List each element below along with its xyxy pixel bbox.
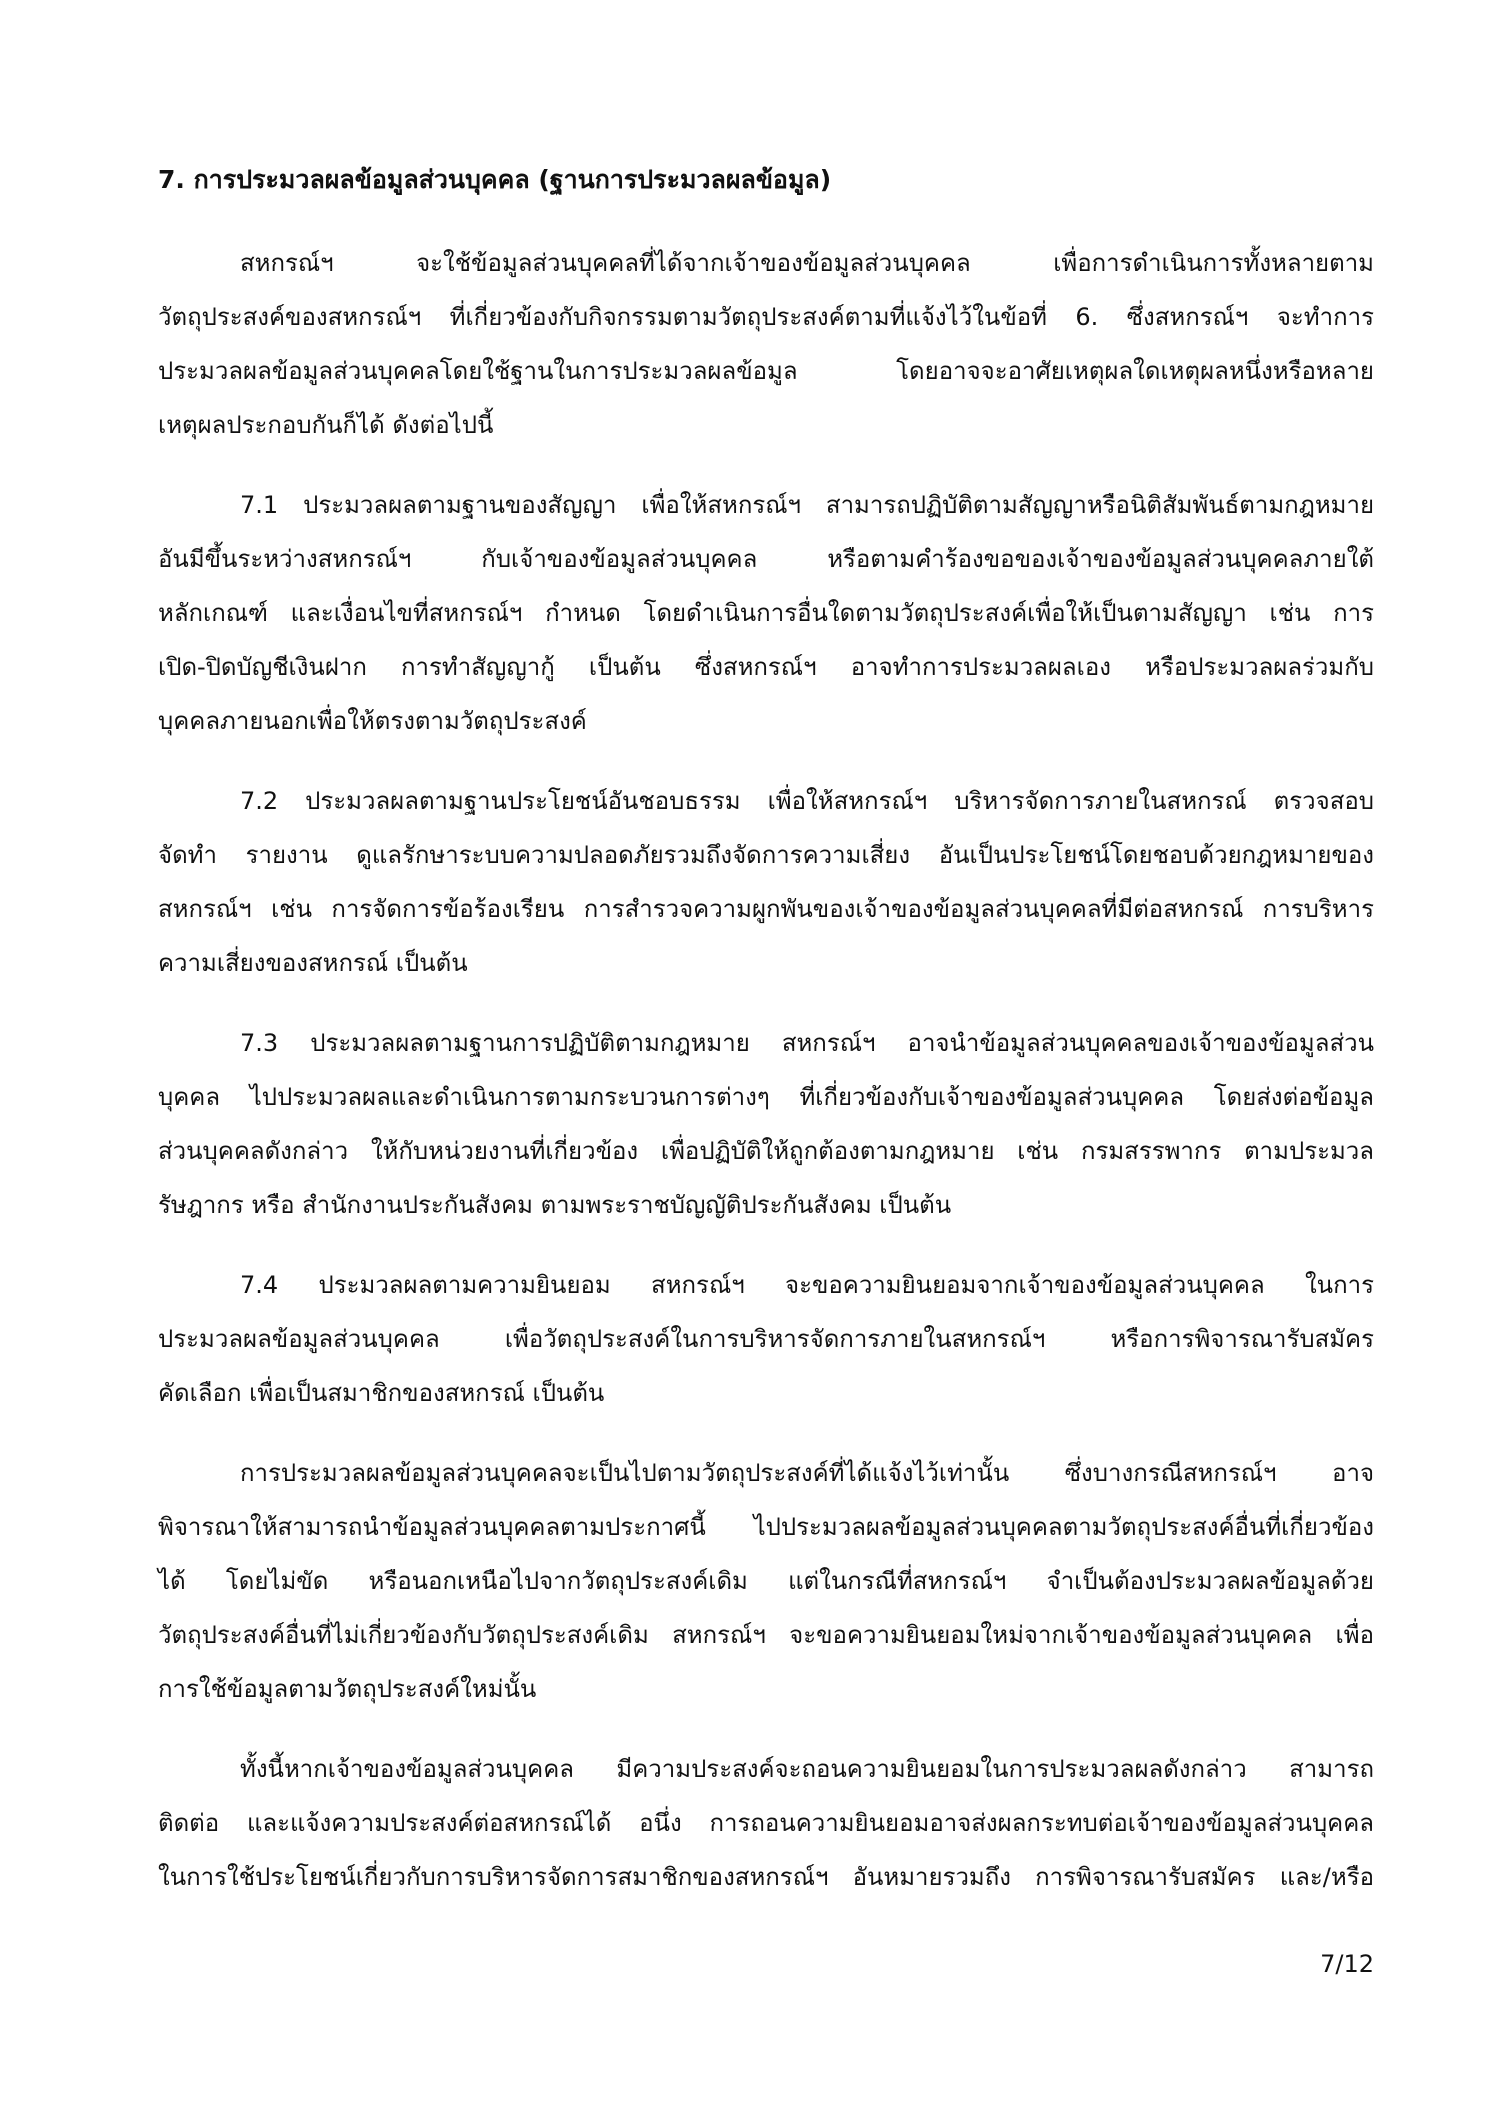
- paragraph-line: การประมวลผลข้อมูลส่วนบุคคลจะเป็นไปตามวัตถุประสงค์ที่ได้แจ้งไว้เท่านั้น ซึ่งบางกรณีสหกรณ์ฯ อาจ: [240, 1459, 1374, 1487]
- paragraph-line: ประมวลผลข้อมูลส่วนบุคคล เพื่อวัตถุประสงค์ในการบริหารจัดการภายในสหกรณ์ฯ หรือการพิจารณารับสมัคร: [158, 1325, 1374, 1353]
- paragraph-line: วัตถุประสงค์อื่นที่ไม่เกี่ยวข้องกับวัตถุประสงค์เดิม สหกรณ์ฯ จะขอความยินยอมใหม่จากเจ้าของข้อมูลส่วนบุคคล เพื่อ: [158, 1621, 1374, 1649]
- paragraph-line: 7.3 ประมวลผลตามฐานการปฏิบัติตามกฎหมาย สหกรณ์ฯ อาจนำข้อมูลส่วนบุคคลของเจ้าของข้อมูลส่วน: [240, 1029, 1374, 1057]
- paragraph-line: สหกรณ์ฯ เช่น การจัดการข้อร้องเรียน การสำรวจความผูกพันของเจ้าของข้อมูลส่วนบุคคลที่มีต่อสหกรณ์ การบริหาร: [158, 895, 1374, 923]
- paragraph-line: วัตถุประสงค์ของสหกรณ์ฯ ที่เกี่ยวข้องกับกิจกรรมตามวัตถุประสงค์ตามที่แจ้งไว้ในข้อที่ 6. ซึ่งสหกรณ์ฯ จะทำการ: [158, 303, 1374, 331]
- section-heading: 7. การประมวลผลข้อมูลส่วนบุคคล (ฐานการประมวลผลข้อมูล): [158, 165, 832, 194]
- paragraph-line: สหกรณ์ฯ จะใช้ข้อมูลส่วนบุคคลที่ได้จากเจ้าของข้อมูลส่วนบุคคล เพื่อการดำเนินการทั้งหลายตาม: [240, 249, 1374, 277]
- paragraph-line: คัดเลือก เพื่อเป็นสมาชิกของสหกรณ์ เป็นต้น: [158, 1379, 605, 1407]
- paragraph-line: ติดต่อ และแจ้งความประสงค์ต่อสหกรณ์ได้ อนึ่ง การถอนความยินยอมอาจส่งผลกระทบต่อเจ้าของข้อมูลส่วนบุคคล: [158, 1809, 1374, 1837]
- paragraph-line: อันมีขึ้นระหว่างสหกรณ์ฯ กับเจ้าของข้อมูลส่วนบุคคล หรือตามคำร้องขอของเจ้าของข้อมูลส่วนบุคคลภายใต้: [158, 545, 1374, 573]
- paragraph-line: 7.2 ประมวลผลตามฐานประโยชน์อันชอบธรรม เพื่อให้สหกรณ์ฯ บริหารจัดการภายในสหกรณ์ ตรวจสอบ: [240, 787, 1374, 815]
- paragraph-line: รัษฎากร หรือ สำนักงานประกันสังคม ตามพระราชบัญญัติประกันสังคม เป็นต้น: [158, 1191, 952, 1219]
- paragraph-line: บุคคลภายนอกเพื่อให้ตรงตามวัตถุประสงค์: [158, 707, 587, 735]
- paragraph-line: การใช้ข้อมูลตามวัตถุประสงค์ใหม่นั้น: [158, 1675, 537, 1703]
- paragraph-line: ทั้งนี้หากเจ้าของข้อมูลส่วนบุคคล มีความประสงค์จะถอนความยินยอมในการประมวลผลดังกล่าว สามารถ: [240, 1755, 1374, 1783]
- paragraph-line: เหตุผลประกอบกันก็ได้ ดังต่อไปนี้: [158, 411, 494, 439]
- paragraph-line: เปิด-ปิดบัญชีเงินฝาก การทำสัญญากู้ เป็นต้น ซึ่งสหกรณ์ฯ อาจทำการประมวลผลเอง หรือประมวลผลร่วมกับ: [158, 653, 1374, 681]
- paragraph-line: 7.1 ประมวลผลตามฐานของสัญญา เพื่อให้สหกรณ์ฯ สามารถปฏิบัติตามสัญญาหรือนิติสัมพันธ์ตามกฎหมาย: [240, 491, 1374, 519]
- paragraph-line: ประมวลผลข้อมูลส่วนบุคคลโดยใช้ฐานในการประมวลผลข้อมูล โดยอาจจะอาศัยเหตุผลใดเหตุผลหนึ่งหรือหลาย: [158, 357, 1374, 385]
- paragraph-line: ส่วนบุคคลดังกล่าว ให้กับหน่วยงานที่เกี่ยวข้อง เพื่อปฏิบัติให้ถูกต้องตามกฎหมาย เช่น กรมสรรพากร ตามประมวล: [158, 1137, 1374, 1165]
- paragraph-line: ในการใช้ประโยชน์เกี่ยวกับการบริหารจัดการสมาชิกของสหกรณ์ฯ อันหมายรวมถึง การพิจารณารับสมัคร และ/หรือ: [158, 1863, 1374, 1891]
- paragraph-line: บุคคล ไปประมวลผลและดำเนินการตามกระบวนการต่างๆ ที่เกี่ยวข้องกับเจ้าของข้อมูลส่วนบุคคล โดยส่งต่อข้อมูล: [158, 1083, 1374, 1111]
- paragraph-line: จัดทำ รายงาน ดูแลรักษาระบบความปลอดภัยรวมถึงจัดการความเสี่ยง อันเป็นประโยชน์โดยชอบด้วยกฎหมายของ: [158, 841, 1374, 869]
- paragraph-line: หลักเกณฑ์ และเงื่อนไขที่สหกรณ์ฯ กำหนด โดยดำเนินการอื่นใดตามวัตถุประสงค์เพื่อให้เป็นตามสัญญา เช่น การ: [158, 599, 1374, 627]
- page-number: 7/12: [1320, 1950, 1374, 1978]
- paragraph-line: ได้ โดยไม่ขัด หรือนอกเหนือไปจากวัตถุประสงค์เดิม แต่ในกรณีที่สหกรณ์ฯ จำเป็นต้องประมวลผลข้อมูลด้วย: [158, 1567, 1374, 1595]
- paragraph-line: ความเสี่ยงของสหกรณ์ เป็นต้น: [158, 949, 468, 977]
- paragraph-line: 7.4 ประมวลผลตามความยินยอม สหกรณ์ฯ จะขอความยินยอมจากเจ้าของข้อมูลส่วนบุคคล ในการ: [240, 1271, 1374, 1299]
- paragraph-line: พิจารณาให้สามารถนำข้อมูลส่วนบุคคลตามประกาศนี้ ไปประมวลผลข้อมูลส่วนบุคคลตามวัตถุประสงค์อื่นที่เกี่ยวข้อง: [158, 1513, 1374, 1541]
